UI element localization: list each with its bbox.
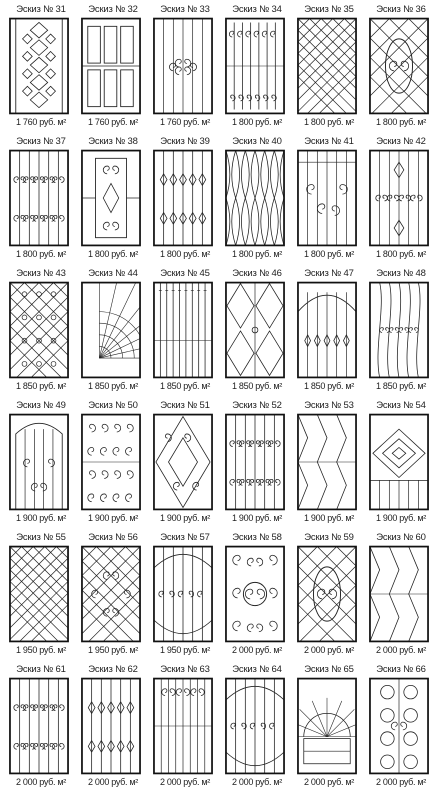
sketch-card[interactable] bbox=[5, 400, 77, 530]
sketch-price: 1 900 руб. м² bbox=[16, 513, 66, 523]
window-grille-sketch bbox=[369, 677, 429, 775]
sketch-card[interactable] bbox=[221, 400, 293, 530]
sketch-title: Эскиз № 36 bbox=[376, 4, 426, 15]
window-grille-sketch bbox=[153, 149, 213, 247]
sketch-title: Эскиз № 46 bbox=[232, 268, 282, 279]
sketch-card[interactable] bbox=[365, 268, 436, 398]
sketch-card[interactable] bbox=[77, 400, 149, 530]
window-grille-sketch bbox=[225, 545, 285, 643]
sketch-price: 1 900 руб. м² bbox=[232, 513, 282, 523]
sketch-price: 1 800 руб. м² bbox=[376, 249, 426, 259]
window-grille-sketch bbox=[153, 281, 213, 379]
sketch-price: 1 900 руб. м² bbox=[304, 513, 354, 523]
sketch-card[interactable] bbox=[365, 136, 436, 266]
window-grille-sketch bbox=[225, 413, 285, 511]
window-grille-sketch bbox=[297, 149, 357, 247]
window-grille-sketch bbox=[9, 281, 69, 379]
window-grille-sketch bbox=[9, 149, 69, 247]
sketch-card[interactable] bbox=[149, 664, 221, 794]
sketch-price: 1 950 руб. м² bbox=[16, 645, 66, 655]
sketch-card[interactable] bbox=[77, 664, 149, 794]
sketch-price: 1 850 руб. м² bbox=[16, 381, 66, 391]
window-grille-sketch bbox=[81, 545, 141, 643]
sketch-title: Эскиз № 57 bbox=[160, 532, 210, 543]
sketch-title: Эскиз № 49 bbox=[16, 400, 66, 411]
sketch-price: 1 900 руб. м² bbox=[88, 513, 138, 523]
sketch-price: 1 800 руб. м² bbox=[232, 249, 282, 259]
sketch-title: Эскиз № 32 bbox=[88, 4, 138, 15]
sketch-card[interactable] bbox=[5, 268, 77, 398]
window-grille-sketch bbox=[81, 281, 141, 379]
sketch-title: Эскиз № 38 bbox=[88, 136, 138, 147]
sketch-title: Эскиз № 55 bbox=[16, 532, 66, 543]
sketch-title: Эскиз № 56 bbox=[88, 532, 138, 543]
sketch-price: 1 950 руб. м² bbox=[160, 645, 210, 655]
window-grille-sketch bbox=[369, 149, 429, 247]
window-grille-sketch bbox=[153, 413, 213, 511]
sketch-card[interactable] bbox=[77, 532, 149, 662]
sketch-card[interactable] bbox=[5, 4, 77, 134]
window-grille-sketch bbox=[9, 17, 69, 115]
sketch-title: Эскиз № 37 bbox=[16, 136, 66, 147]
window-grille-sketch bbox=[9, 677, 69, 775]
sketch-card[interactable] bbox=[293, 4, 365, 134]
sketch-price: 2 000 руб. м² bbox=[160, 777, 210, 787]
sketch-card[interactable] bbox=[149, 4, 221, 134]
sketch-price: 1 800 руб. м² bbox=[160, 249, 210, 259]
sketch-title: Эскиз № 61 bbox=[16, 664, 66, 675]
window-grille-sketch bbox=[297, 17, 357, 115]
sketch-title: Эскиз № 48 bbox=[376, 268, 426, 279]
sketch-card[interactable] bbox=[77, 4, 149, 134]
sketch-title: Эскиз № 45 bbox=[160, 268, 210, 279]
window-grille-sketch bbox=[225, 149, 285, 247]
sketch-title: Эскиз № 42 bbox=[376, 136, 426, 147]
sketch-price: 1 800 руб. м² bbox=[304, 249, 354, 259]
window-grille-sketch bbox=[369, 17, 429, 115]
sketch-title: Эскиз № 35 bbox=[304, 4, 354, 15]
window-grille-sketch bbox=[225, 677, 285, 775]
window-grille-sketch bbox=[81, 17, 141, 115]
sketch-card[interactable] bbox=[77, 136, 149, 266]
sketch-price: 2 000 руб. м² bbox=[304, 645, 354, 655]
sketch-price: 1 760 руб. м² bbox=[88, 117, 138, 127]
sketch-price: 1 850 руб. м² bbox=[160, 381, 210, 391]
window-grille-sketch bbox=[225, 17, 285, 115]
sketch-price: 1 850 руб. м² bbox=[88, 381, 138, 391]
window-grille-sketch bbox=[369, 281, 429, 379]
sketch-price: 2 000 руб. м² bbox=[16, 777, 66, 787]
window-grille-sketch bbox=[153, 677, 213, 775]
sketch-title: Эскиз № 44 bbox=[88, 268, 138, 279]
window-grille-sketch bbox=[297, 677, 357, 775]
sketch-title: Эскиз № 51 bbox=[160, 400, 210, 411]
window-grille-sketch bbox=[81, 413, 141, 511]
sketch-title: Эскиз № 52 bbox=[232, 400, 282, 411]
sketch-price: 1 800 руб. м² bbox=[304, 117, 354, 127]
sketch-card[interactable] bbox=[293, 400, 365, 530]
sketch-title: Эскиз № 65 bbox=[304, 664, 354, 675]
sketch-title: Эскиз № 64 bbox=[232, 664, 282, 675]
sketch-title: Эскиз № 63 bbox=[160, 664, 210, 675]
window-grille-sketch bbox=[153, 17, 213, 115]
sketch-price: 1 800 руб. м² bbox=[376, 117, 426, 127]
sketch-card[interactable] bbox=[221, 268, 293, 398]
sketch-title: Эскиз № 40 bbox=[232, 136, 282, 147]
sketch-price: 1 850 руб. м² bbox=[376, 381, 426, 391]
sketch-title: Эскиз № 59 bbox=[304, 532, 354, 543]
sketch-card[interactable] bbox=[149, 532, 221, 662]
sketch-card[interactable] bbox=[293, 532, 365, 662]
sketch-card[interactable] bbox=[77, 268, 149, 398]
sketch-card[interactable] bbox=[149, 136, 221, 266]
sketch-card[interactable] bbox=[365, 400, 436, 530]
sketch-price: 1 800 руб. м² bbox=[16, 249, 66, 259]
sketch-card[interactable] bbox=[221, 4, 293, 134]
sketch-card[interactable] bbox=[365, 664, 436, 794]
sketch-title: Эскиз № 39 bbox=[160, 136, 210, 147]
sketch-price: 1 900 руб. м² bbox=[376, 513, 426, 523]
sketch-price: 1 900 руб. м² bbox=[160, 513, 210, 523]
sketch-title: Эскиз № 33 bbox=[160, 4, 210, 15]
window-grille-sketch bbox=[297, 545, 357, 643]
window-grille-sketch bbox=[225, 281, 285, 379]
sketch-price: 1 800 руб. м² bbox=[232, 117, 282, 127]
sketch-title: Эскиз № 53 bbox=[304, 400, 354, 411]
sketch-card[interactable] bbox=[149, 268, 221, 398]
sketch-card[interactable] bbox=[293, 136, 365, 266]
sketch-title: Эскиз № 50 bbox=[88, 400, 138, 411]
window-grille-sketch bbox=[297, 413, 357, 511]
sketch-card[interactable] bbox=[5, 664, 77, 794]
sketch-price: 2 000 руб. м² bbox=[88, 777, 138, 787]
sketch-title: Эскиз № 43 bbox=[16, 268, 66, 279]
sketch-card[interactable] bbox=[5, 136, 77, 266]
sketch-price: 1 760 руб. м² bbox=[16, 117, 66, 127]
window-grille-sketch bbox=[369, 545, 429, 643]
sketch-price: 2 000 руб. м² bbox=[232, 777, 282, 787]
sketch-price: 2 000 руб. м² bbox=[232, 645, 282, 655]
sketch-title: Эскиз № 60 bbox=[376, 532, 426, 543]
sketch-title: Эскиз № 58 bbox=[232, 532, 282, 543]
sketch-price: 1 850 руб. м² bbox=[304, 381, 354, 391]
sketch-title: Эскиз № 62 bbox=[88, 664, 138, 675]
sketch-title: Эскиз № 47 bbox=[304, 268, 354, 279]
sketch-title: Эскиз № 41 bbox=[304, 136, 354, 147]
sketch-price: 1 760 руб. м² bbox=[160, 117, 210, 127]
window-grille-sketch bbox=[369, 413, 429, 511]
sketch-title: Эскиз № 54 bbox=[376, 400, 426, 411]
sketch-card[interactable] bbox=[221, 136, 293, 266]
window-grille-sketch bbox=[81, 149, 141, 247]
sketch-price: 1 800 руб. м² bbox=[88, 249, 138, 259]
sketch-price: 2 000 руб. м² bbox=[376, 645, 426, 655]
sketch-title: Эскиз № 34 bbox=[232, 4, 282, 15]
sketch-price: 1 950 руб. м² bbox=[88, 645, 138, 655]
sketch-price: 2 000 руб. м² bbox=[304, 777, 354, 787]
window-grille-sketch bbox=[153, 545, 213, 643]
window-grille-sketch bbox=[297, 281, 357, 379]
sketch-card[interactable] bbox=[293, 268, 365, 398]
sketch-title: Эскиз № 31 bbox=[16, 4, 66, 15]
sketch-card[interactable] bbox=[365, 4, 436, 134]
sketch-price: 1 850 руб. м² bbox=[232, 381, 282, 391]
window-grille-sketch bbox=[9, 545, 69, 643]
sketch-price: 2 000 руб. м² bbox=[376, 777, 426, 787]
sketch-title: Эскиз № 66 bbox=[376, 664, 426, 675]
sketch-card[interactable] bbox=[5, 532, 77, 662]
window-grille-sketch bbox=[9, 413, 69, 511]
sketch-card[interactable] bbox=[221, 664, 293, 794]
sketch-card[interactable] bbox=[149, 400, 221, 530]
sketch-card[interactable] bbox=[221, 532, 293, 662]
window-grille-sketch bbox=[81, 677, 141, 775]
sketch-card[interactable] bbox=[365, 532, 436, 662]
sketch-card[interactable] bbox=[293, 664, 365, 794]
